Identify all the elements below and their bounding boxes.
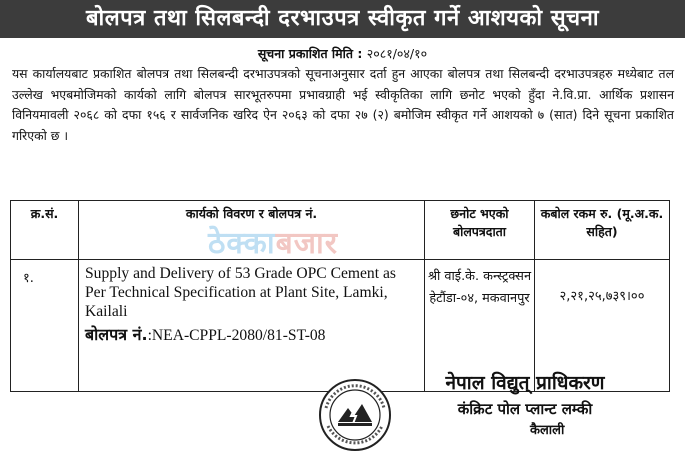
bid-number: :NEA-CPPL-2080/81-ST-08 [147, 327, 326, 344]
notice-body: यस कार्यालयबाट प्रकाशित बोलपत्र तथा सिलबन्दी दरभाउपत्रको सूचनाअनुसार दर्ता हुन आएका बोलपत्र तथा सिलबन्दी दरभाउपत्रहरु मध्येबाट तल उल्लेख भएबमोजिमको कार्यको लागि बोलपत्र सारभूतरुपमा प्रभावग्राही भई स्वीकृतिका लागि छनोट भएको हुँदा ने.वि.प्रा. आर्थिक प्रशासन विनियमावली २०६८ को दफा १५६ र सार्वजनिक खरिद ऐन २०६३ को दफा २७ (२) बमोजिम स्वीकृत गर्ने आशयको ७ (सात) दिने सूचना प्रकाशित गरिएको छ । [12, 66, 674, 143]
header-sn: क्र.सं. [11, 201, 79, 260]
published-date [0, 45, 685, 62]
header-amount: कबोल रकम रु. (मू.अ.क. सहित) [535, 201, 670, 260]
watermark-part1: ठेक्का [208, 226, 276, 261]
watermark-part2: बजार [275, 226, 339, 261]
notice-title: बोलपत्र तथा सिलबन्दी दरभाउपत्र स्वीकृत गर्ने आशयको सूचना [0, 0, 685, 38]
row-sn: १. [11, 260, 79, 392]
table-header-row [11, 201, 670, 260]
nea-logo-icon [318, 378, 392, 452]
header-bidder: छनोट भएको बोलपत्रदाता [425, 201, 535, 260]
header-description: कार्यको विवरण र बोलपत्र नं. [79, 201, 425, 260]
bid-number-label: बोलपत्र नं. [85, 325, 148, 344]
issuer-place: कैलाली [530, 423, 565, 438]
bid-number-line [85, 325, 418, 345]
row-description-cell [79, 260, 425, 392]
issuer-unit: कंक्रिट पोल प्लान्ट लम्की [457, 400, 593, 418]
row-bidder: श्री वाई.के. कन्स्ट्रक्सन हेटौंडा-०४, मकवानपुर [425, 260, 535, 392]
issuer-block [400, 370, 650, 440]
issuer-name: नेपाल विद्युत् प्राधिकरण [445, 372, 605, 394]
row-description: Supply and Delivery of 53 Grade OPC Cement as Per Technical Specification at Plant Site, Lamki, Kailali [85, 265, 396, 320]
row-amount: २,२१,२५,७३९।०० [535, 260, 670, 392]
published-date-label: सूचना प्रकाशित मिति : [257, 46, 363, 61]
award-table [10, 200, 670, 392]
published-date-value: २०८१/०४/१० [366, 46, 428, 61]
